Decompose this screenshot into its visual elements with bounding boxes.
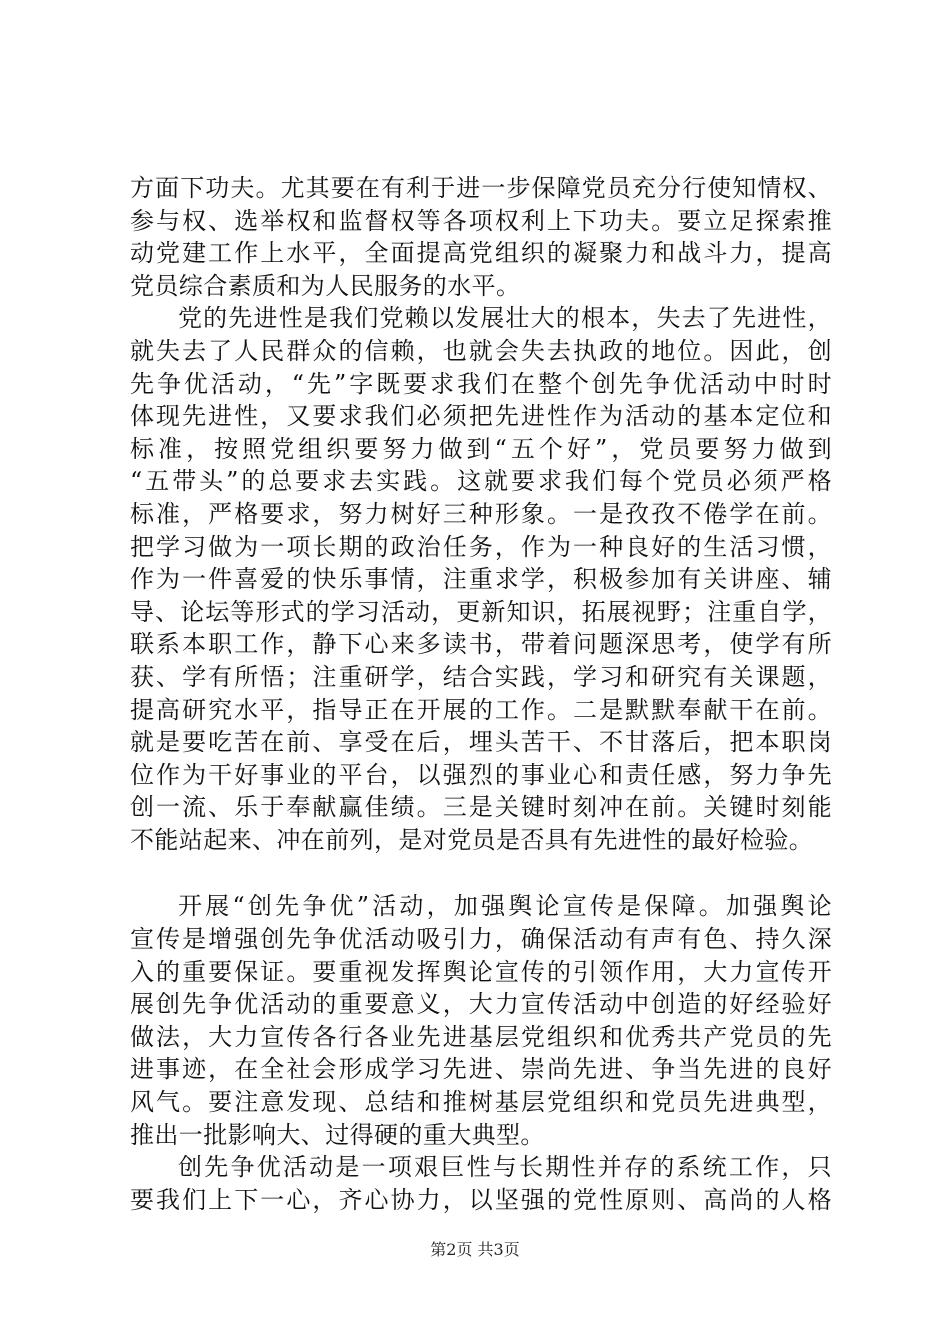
text-line: “五带头”的总要求去实践。这就要求我们每个党员必须严格 [130,467,832,496]
text-line: 作为一件喜爱的快乐事情，注重求学，积极参加有关讲座、辅 [130,565,832,594]
document-body [130,172,832,1216]
text-line: 把学习做为一项长期的政治任务，作为一种良好的生活习惯， [130,532,832,561]
text-line: 展创先争优活动的重要意义，大力宣传活动中创造的好经验好 [130,990,832,1019]
text-line: 导、论坛等形式的学习活动，更新知识，拓展视野；注重自学， [130,597,832,626]
text-line: 党员综合素质和为人民服务的水平。 [130,271,521,300]
text-line: 就是要吃苦在前、享受在后，埋头苦干、不甘落后，把本职岗 [130,728,832,757]
text-line: 入的重要保证。要重视发挥舆论宣传的引领作用，大力宣传开 [130,957,832,986]
text-line: 创先争优活动是一项艰巨性与长期性并存的系统工作，只 [178,1153,832,1182]
paragraph-2 [130,302,832,856]
text-line: 进事迹，在全社会形成学习先进、崇尚先进、争当先进的良好 [130,1055,832,1084]
text-line: 就失去了人民群众的信赖，也就会失去执政的地位。因此，创 [130,336,832,365]
text-line: 体现先进性，又要求我们必须把先进性作为活动的基本定位和 [130,402,832,431]
text-line: 先争优活动，“先”字既要求我们在整个创先争优活动中时时 [130,369,832,398]
page-footer: 第2页 共3页 [430,1240,520,1259]
text-line: 标准，严格要求，努力树好三种形象。一是孜孜不倦学在前。 [130,499,832,528]
text-line: 做法，大力宣传各行各业先进基层党组织和优秀共产党员的先 [130,1022,832,1051]
paragraph-3 [130,890,832,1151]
text-line: 不能站起来、冲在前列，是对党员是否具有先进性的最好检验。 [130,825,814,854]
text-line: 推出一批影响大、过得硬的重大典型。 [130,1120,545,1149]
paragraph-4 [130,1151,832,1216]
text-line: 获、学有所悟；注重研学，结合实践，学习和研究有关课题， [130,662,832,691]
text-line: 提高研究水平，指导正在开展的工作。二是默默奉献干在前。 [130,695,832,724]
paragraph-gap [130,856,832,890]
text-line: 要我们上下一心，齐心协力，以坚强的党性原则、高尚的人格 [130,1185,832,1214]
text-line: 动党建工作上水平，全面提高党组织的凝聚力和战斗力，提高 [130,239,832,268]
text-line: 风气。要注意发现、总结和推树基层党组织和党员先进典型， [130,1088,832,1117]
text-line: 方面下功夫。尤其要在有利于进一步保障党员充分行使知情权、 [130,174,832,202]
text-line: 参与权、选举权和监督权等各项权利上下功夫。要立足探索推 [130,206,832,235]
text-line: 开展“创先争优”活动，加强舆论宣传是保障。加强舆论 [178,892,832,921]
text-line: 标准，按照党组织要努力做到“五个好”，党员要努力做到 [130,434,832,463]
text-line: 创一流、乐于奉献赢佳绩。三是关键时刻冲在前。关键时刻能 [130,793,832,822]
text-line: 宣传是增强创先争优活动吸引力，确保活动有声有色、持久深 [130,925,832,954]
text-line: 党的先进性是我们党赖以发展壮大的根本，失去了先进性， [178,304,832,333]
paragraph-1 [130,172,832,302]
text-line: 联系本职工作，静下心来多读书，带着问题深思考，使学有所 [130,630,832,659]
text-line: 位作为干好事业的平台，以强烈的事业心和责任感，努力争先 [130,760,832,789]
